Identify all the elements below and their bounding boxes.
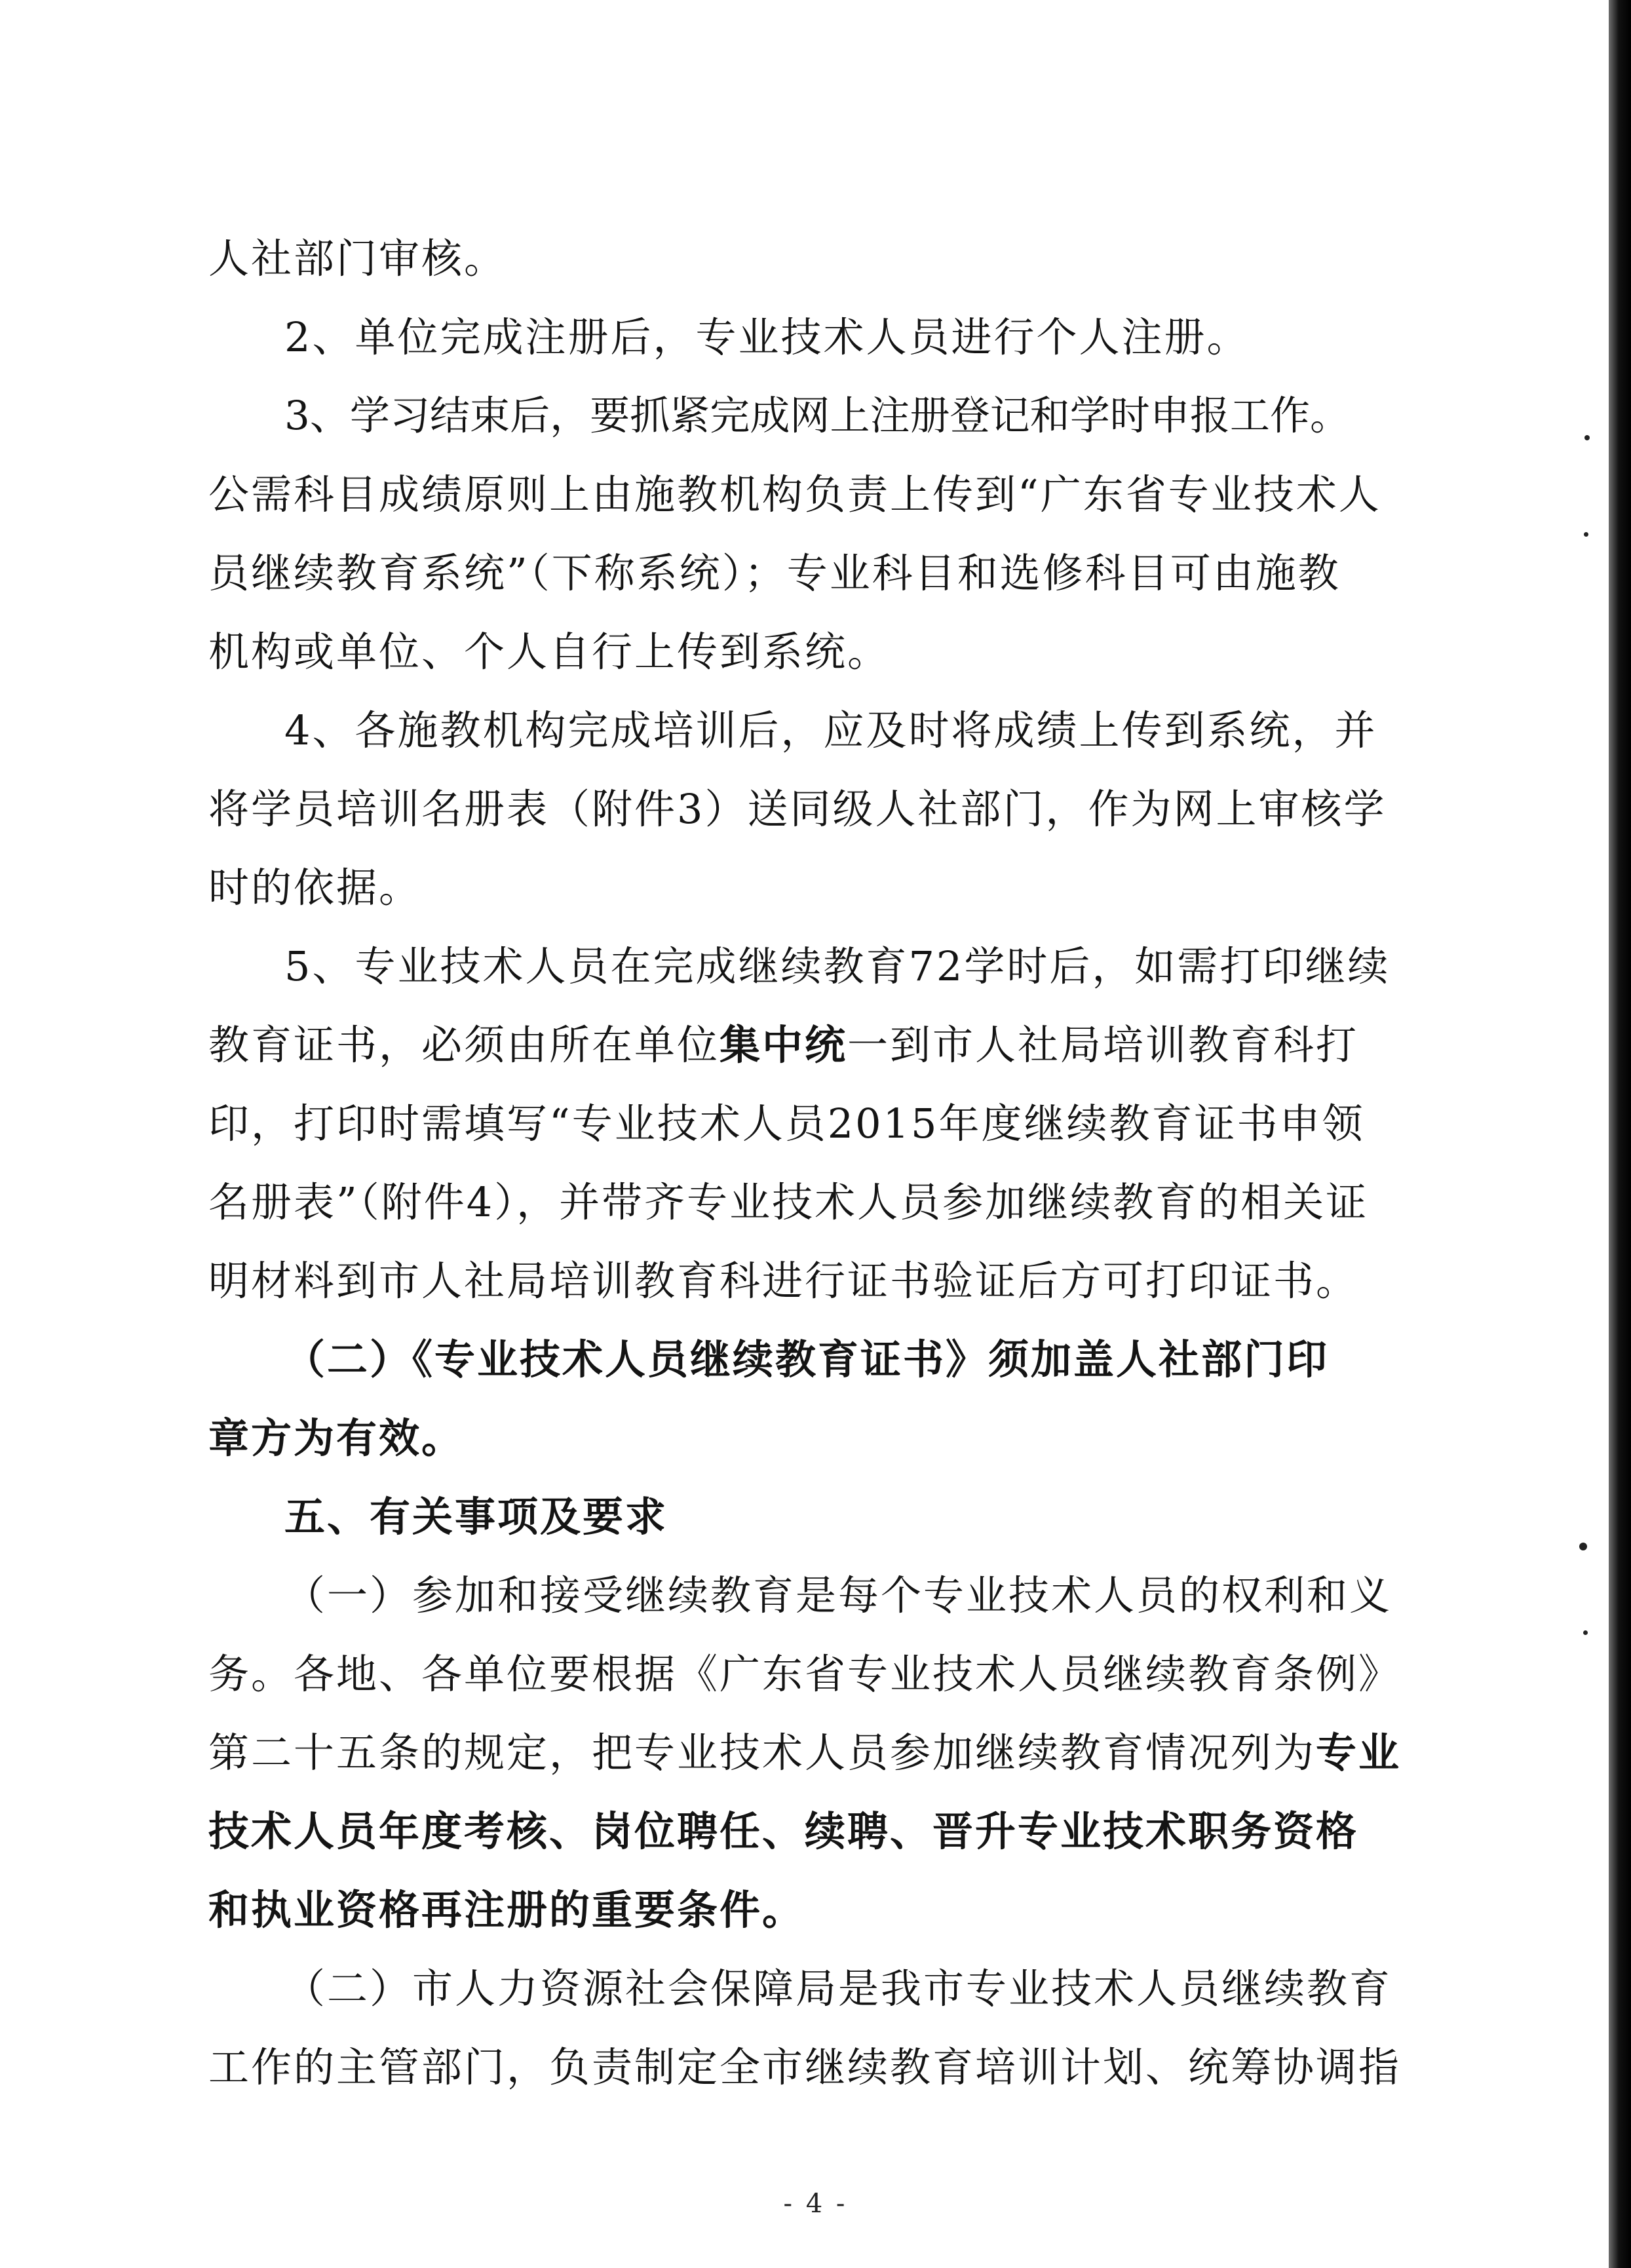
- paragraph-line: （一）参加和接受继续教育是每个专业技术人员的权利和义: [284, 1571, 1392, 1619]
- page-number: - 4 -: [783, 2189, 848, 2219]
- scan-speck: [1584, 435, 1590, 440]
- paragraph-line: [208, 1019, 1358, 1071]
- paragraph-line: 名册表”（附件4），并带齐专业技术人员参加继续教育的相关证: [208, 1178, 1369, 1226]
- bold-paragraph-line: 技术人员年度考核、岗位聘任、续聘、晋升专业技术职务资格: [208, 1807, 1359, 1855]
- paragraph-line: 将学员培训名册表（附件3）送同级人社部门，作为网上审核学: [208, 785, 1387, 833]
- bold-paragraph-line: 和执业资格再注册的重要条件。: [208, 1886, 805, 1934]
- paragraph-line: 时的依据。: [208, 864, 422, 912]
- paragraph-line: 4、各施教机构完成培训后，应及时将成绩上传到系统，并: [284, 706, 1377, 754]
- subheading-line: （二）《专业技术人员继续教育证书》须加盖人社部门印: [284, 1336, 1330, 1383]
- bold-text-run: 集中统: [720, 1021, 848, 1069]
- paragraph-line: 印，打印时需填写“专业技术人员2015年度继续教育证书申领: [208, 1100, 1365, 1147]
- paragraph-line: 公需科目成绩原则上由施教机构负责上传到“广东省专业技术人: [208, 471, 1381, 518]
- paragraph-line: 2、单位完成注册后，专业技术人员进行个人注册。: [284, 313, 1250, 361]
- scan-speck: [1584, 532, 1588, 537]
- paragraph-line: 机构或单位、个人自行上传到系统。: [208, 628, 891, 676]
- paragraph-line: 务。各地、各单位要根据《广东省专业技术人员继续教育条例》: [208, 1650, 1402, 1698]
- section-heading: 五、有关事项及要求: [284, 1493, 668, 1541]
- paragraph-line: （二）市人力资源社会保障局是我市专业技术人员继续教育: [284, 1965, 1392, 2012]
- subheading-line: 章方为有效。: [208, 1414, 465, 1462]
- paragraph-line: 明材料到市人社局培训教育科进行证书验证后方可打印证书。: [208, 1257, 1359, 1305]
- scan-speck: [1583, 1630, 1588, 1635]
- text-run: 教育证书，必须由所在单位: [208, 1021, 720, 1069]
- paragraph-line: 工作的主管部门，负责制定全市继续教育培训计划、统筹协调指: [208, 2043, 1402, 2091]
- bold-text-run: 专业: [1316, 1729, 1402, 1777]
- paragraph-line: [208, 1727, 1401, 1779]
- text-run: 第二十五条的规定，把专业技术人员参加继续教育情况列为: [208, 1729, 1316, 1777]
- scan-edge-shadow: [1609, 0, 1631, 2268]
- paragraph-line: 3、学习结束后，要抓紧完成网上注册登记和学时申报工作。: [284, 393, 1351, 439]
- text-run: 一到市人社局培训教育科打: [847, 1021, 1359, 1069]
- paragraph-line: 5、专业技术人员在完成继续教育72学时后，如需打印继续: [284, 942, 1391, 990]
- paragraph-line: 人社部门审核。: [208, 235, 507, 282]
- scan-speck: [1579, 1543, 1587, 1550]
- paragraph-line: 员继续教育系统”（下称系统）；专业科目和选修科目可由施教: [208, 549, 1341, 597]
